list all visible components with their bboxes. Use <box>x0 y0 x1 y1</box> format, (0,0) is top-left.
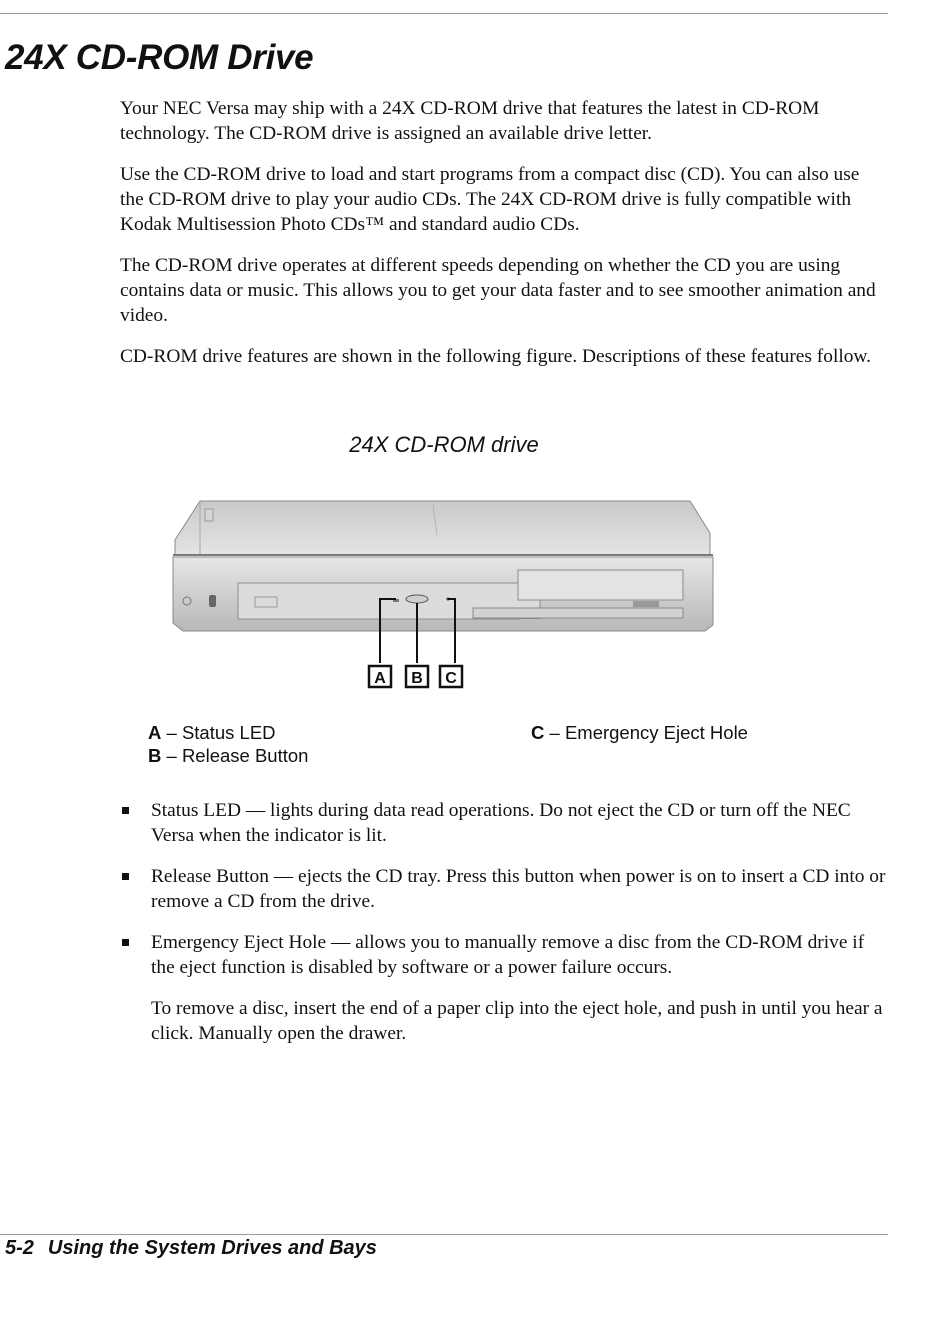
page-title: 24X CD-ROM Drive <box>5 38 314 77</box>
list-item: Emergency Eject Hole — allows you to manually remove a disc from the CD-ROM drive if the eject function is disabled by software or a power failure occurs. <box>120 930 886 980</box>
legend-item-b: B – Release Button <box>148 745 309 766</box>
callout-a: A <box>374 670 386 687</box>
laptop-cdrom-illustration <box>165 495 725 695</box>
cdrom-figure <box>165 495 725 695</box>
top-rule <box>0 13 888 14</box>
callout-b: B <box>411 670 423 687</box>
list-item: Status LED — lights during data read operations. Do not eject the CD or turn off the NEC Versa when the indicator is lit. <box>120 798 886 848</box>
page-number: 5-2 <box>5 1237 34 1259</box>
page-footer <box>5 1237 377 1260</box>
eject-instructions: To remove a disc, insert the end of a paper clip into the eject hole, and push in until you hear a click. Manually open the drawer. <box>151 998 883 1044</box>
list-item: Release Button — ejects the CD tray. Press this button when power is on to insert a CD into or remove a CD from the drive. <box>120 864 886 914</box>
bottom-rule <box>0 1234 888 1235</box>
legend-item-a: A – Status LED <box>148 722 276 743</box>
section-title: Using the System Drives and Bays <box>47 1237 377 1259</box>
intro-text <box>120 96 882 385</box>
legend-item-c: C – Emergency Eject Hole <box>531 722 748 743</box>
feature-list <box>120 798 886 1046</box>
bullet-square-icon <box>122 939 129 946</box>
paragraph: CD-ROM drive features are shown in the following figure. Descriptions of these features follow. <box>120 346 872 367</box>
paragraph: The CD-ROM drive operates at different speeds depending on whether the CD you are using contains data or music. This allows you to get your data faster and to see smoother animation and video. <box>120 255 876 326</box>
paragraph: Use the CD-ROM drive to load and start programs from a compact disc (CD). You can also use the CD-ROM drive to play your audio CDs. The 24X CD-ROM drive is fully compatible with Kodak Multisession Photo CDs™ and standard audio CDs. <box>120 164 860 235</box>
bullet-square-icon <box>122 807 129 814</box>
figure-caption: 24X CD-ROM drive <box>349 432 539 457</box>
legend-right <box>531 721 748 744</box>
paragraph: Your NEC Versa may ship with a 24X CD-ROM drive that features the latest in CD-ROM technology. The CD-ROM drive is assigned an available drive letter. <box>120 98 820 144</box>
legend-left <box>148 721 308 767</box>
release-button <box>406 595 428 603</box>
bullet-square-icon <box>122 873 129 880</box>
callout-c: C <box>445 670 457 687</box>
